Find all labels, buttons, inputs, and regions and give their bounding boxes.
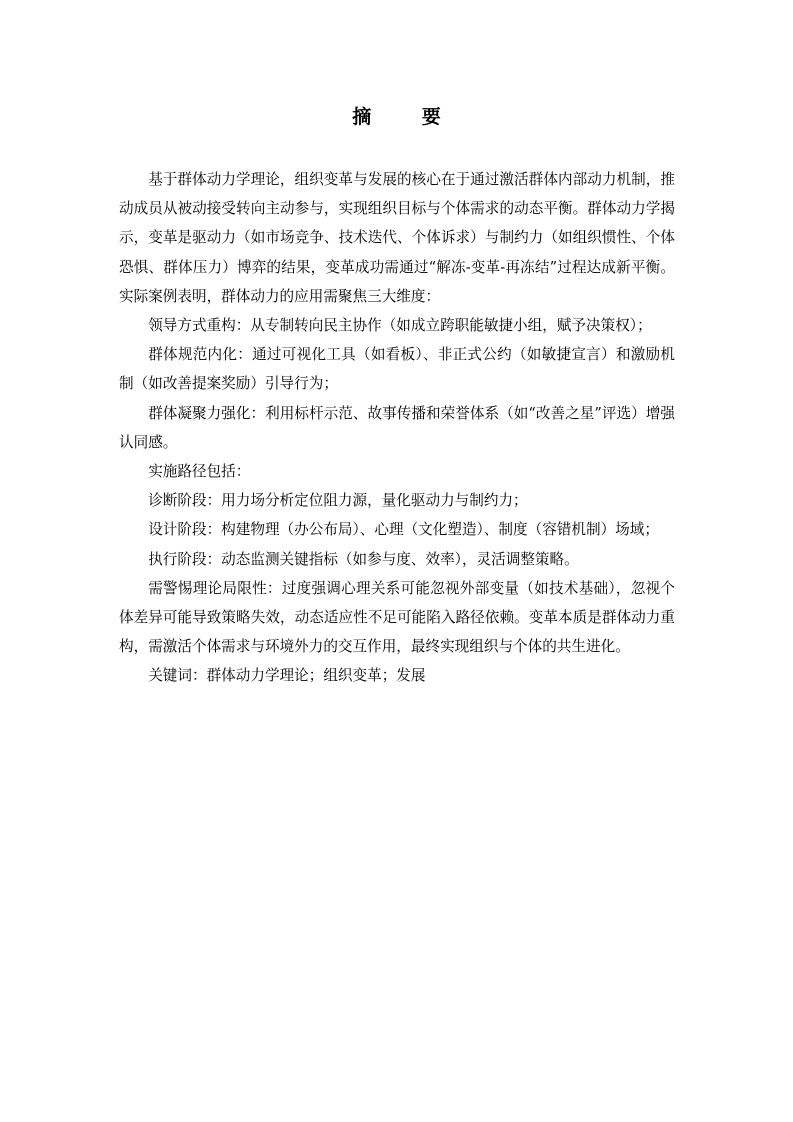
paragraph-diagnosis: 诊断阶段：用力场分析定位阻力源，量化驱动力与制约力；	[148, 492, 528, 510]
paragraph-execution: 执行阶段：动态监测关键指标（如参与度、效率），灵活调整策略。	[148, 550, 579, 568]
paragraph-design: 设计阶段：构建物理（办公布局）、心理（文化塑造）、制度（容错机制）场域；	[148, 521, 659, 539]
paragraph-leadership: 领导方式重构：从专制转向民主协作（如成立跨职能敏捷小组，赋予决策权）；	[148, 317, 652, 335]
keywords: 关键词：群体动力学理论；组织变革；发展	[148, 667, 426, 685]
paragraph-cohesion: 群体凝聚力强化：利用标杆示范、故事传播和荣誉体系（如“改善之星”评选）增强认同感。	[119, 404, 675, 451]
paragraph-norms: 群体规范内化：通过可视化工具（如看板）、非正式公约（如敏捷宣言）和激励机制（如改善提案奖励）引导行为；	[119, 346, 675, 393]
abstract-title: 摘 要	[352, 106, 463, 128]
abstract-body	[119, 165, 675, 691]
paragraph-intro: 基于群体动力学理论，组织变革与发展的核心在于通过激活群体内部动力机制，推动成员从被动接受转向主动参与，实现组织目标与个体需求的动态平衡。群体动力学揭示，变革是驱动力（如市场竞争、技术迭代、个体诉求）与制约力（如组织惯性、个体恐惧、群体压力）博弈的结果，变革成功需通过“解冻-变革-再冻结”过程达成新平衡。实际案例表明，群体动力的应用需聚焦三大维度：	[119, 171, 675, 305]
paragraph-path-intro: 实施路径包括：	[148, 463, 251, 481]
paragraph-limitations: 需警惕理论局限性：过度强调心理关系可能忽视外部变量（如技术基础），忽视个体差异可能导致策略失效，动态适应性不足可能陷入路径依赖。变革本质是群体动力重构，需激活个体需求与环境外力的交互作用，最终实现组织与个体的共生进化。	[119, 579, 675, 656]
